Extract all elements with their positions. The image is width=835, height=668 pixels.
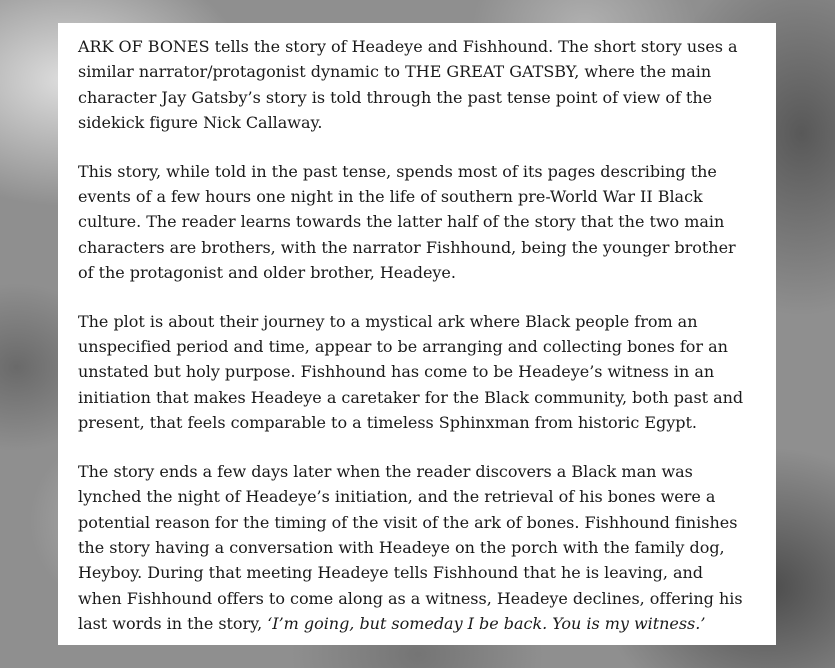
text-line: sidekick figure Nick Callaway. bbox=[78, 113, 323, 133]
text-line: events of a few hours one night in the life of southern pre-World War II Black bbox=[78, 187, 703, 207]
closing-quote: ‘I’m going, but someday I be back. You is my witness.’ bbox=[267, 614, 706, 634]
paragraph-ending bbox=[78, 459, 776, 637]
document-page bbox=[58, 23, 776, 645]
text-line: characters are brothers, with the narrator Fishhound, being the younger brother bbox=[78, 237, 736, 257]
text-line: present, that feels comparable to a timeless Sphinxman from historic Egypt. bbox=[78, 413, 697, 433]
text-line: the story having a conversation with Headeye on the porch with the family dog, bbox=[78, 537, 725, 557]
paragraph-intro bbox=[78, 34, 776, 136]
text-line: Heyboy. During that meeting Headeye tells Fishhound that he is leaving, and bbox=[78, 563, 703, 583]
text-line: This story, while told in the past tense, spends most of its pages describing the bbox=[78, 161, 717, 181]
text-line: character Jay Gatsby’s story is told through the past tense point of view of the bbox=[78, 87, 713, 107]
text-line: culture. The reader learns towards the latter half of the story that the two main bbox=[78, 212, 725, 232]
paragraph-setting bbox=[78, 159, 776, 286]
text-line: of the protagonist and older brother, Headeye. bbox=[78, 263, 456, 283]
text-line: The plot is about their journey to a mystical ark where Black people from an bbox=[78, 311, 698, 331]
last-line bbox=[78, 611, 776, 636]
text-line: potential reason for the timing of the visit of the ark of bones. Fishhound finishes bbox=[78, 512, 738, 532]
text-line: lynched the night of Headeye’s initiation, and the retrieval of his bones were a bbox=[78, 487, 716, 507]
text-line: ARK OF BONES tells the story of Headeye and Fishhound. The short story uses a bbox=[78, 37, 738, 56]
text-line: The story ends a few days later when the reader discovers a Black man was bbox=[78, 461, 693, 481]
text-line: similar narrator/protagonist dynamic to THE GREAT GATSBY, where the main bbox=[78, 62, 712, 82]
text-line: initiation that makes Headeye a caretaker for the Black community, both past and bbox=[78, 387, 744, 407]
text-line: unstated but holy purpose. Fishhound has come to be Headeye’s witness in an bbox=[78, 362, 715, 382]
text-line: when Fishhound offers to come along as a witness, Headeye declines, offering his bbox=[78, 588, 743, 608]
paragraph-plot bbox=[78, 309, 776, 436]
text-line: unspecified period and time, appear to be arranging and collecting bones for an bbox=[78, 337, 728, 357]
last-line-prefix: last words in the story, bbox=[78, 614, 268, 634]
